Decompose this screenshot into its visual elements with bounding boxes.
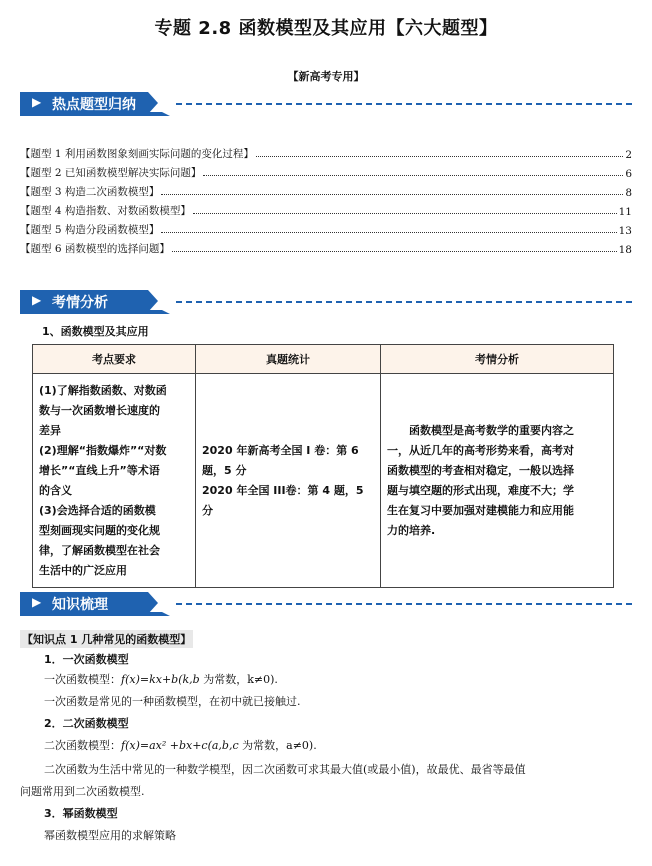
section-banner-hot-types: [20, 92, 632, 118]
section-label: 考情分析: [52, 295, 108, 311]
paragraph: 问题常用到二次函数模型.: [20, 785, 145, 798]
dashed-divider: [176, 103, 632, 105]
play-arrow-icon: ▶: [32, 595, 42, 609]
toc-entry[interactable]: 【题型 6 函数模型的选择问题】 18: [20, 243, 632, 256]
requirements-cell: (1)了解指数函数、对数函 数与一次函数增长速度的 差异 (2)理解“指数爆炸”“对数 增长”“直线上升”等术语 的含义 (3)会选择合适的函数模 型刻画现实问题的变化规 律，了解函数模型在社会 生活中的广泛应用: [33, 374, 196, 588]
analysis-heading: 1、函数模型及其应用: [42, 325, 149, 338]
paragraph: 幂函数模型应用的求解策略: [44, 829, 176, 842]
subheading: 2．二次函数模型: [44, 717, 129, 730]
analysis-table: [32, 344, 614, 588]
page-subtitle: 【新高考专用】: [287, 70, 365, 83]
exam-stats-cell: 2020 年新高考全国 I 卷：第 6 题，5 分 2020 年全国 III卷：第 4 题，5 分: [196, 374, 381, 588]
exam-analysis-cell: 函数模型是高考数学的重要内容之 一，从近几年的高考形势来看，高考对 函数模型的考查相对稳定，一般以选择 题与填空题的形式出现，难度不大；学 生在复习中要加强对建模能力和应用能 力的培养.: [381, 374, 614, 588]
paragraph: 二次函数模型：f(x)=ax² +bx+c(a,b,c 为常数，a≠0).: [44, 739, 317, 752]
paragraph: 一次函数是常见的一种函数模型，在初中就已接触过.: [44, 695, 301, 708]
section-banner-analysis: [20, 290, 632, 316]
toc-entry[interactable]: 【题型 3 构造二次函数模型】 8: [20, 186, 632, 199]
section-label: 知识梳理: [52, 597, 108, 613]
play-arrow-icon: ▶: [32, 293, 42, 307]
toc-entry[interactable]: 【题型 2 已知函数模型解决实际问题】 6: [20, 167, 632, 180]
toc-entry[interactable]: 【题型 1 利用函数图象刻画实际问题的变化过程】 2: [20, 148, 632, 161]
column-header: 考点要求: [33, 345, 196, 374]
paragraph: 一次函数模型：f(x)=kx+b(k,b 为常数，k≠0).: [44, 673, 278, 686]
toc-entry[interactable]: 【题型 4 构造指数、对数函数模型】 11: [20, 205, 632, 218]
dashed-divider: [176, 301, 632, 303]
subheading: 3．幂函数模型: [44, 807, 118, 820]
subheading: 1．一次函数模型: [44, 653, 129, 666]
section-banner-knowledge: [20, 592, 632, 618]
column-header: 真题统计: [196, 345, 381, 374]
play-arrow-icon: ▶: [32, 95, 42, 109]
section-label: 热点题型归纳: [52, 97, 136, 113]
toc-entry[interactable]: 【题型 5 构造分段函数模型】 13: [20, 224, 632, 237]
dashed-divider: [176, 603, 632, 605]
paragraph: 二次函数为生活中常见的一种数学模型，因二次函数可求其最大值(或最小值)，故最优、最省等最值: [44, 763, 526, 776]
knowledge-point-title: 【知识点 1 几种常见的函数模型】: [20, 630, 193, 648]
page-title: 专题 2.8 函数模型及其应用【六大题型】: [154, 18, 498, 39]
column-header: 考情分析: [381, 345, 614, 374]
